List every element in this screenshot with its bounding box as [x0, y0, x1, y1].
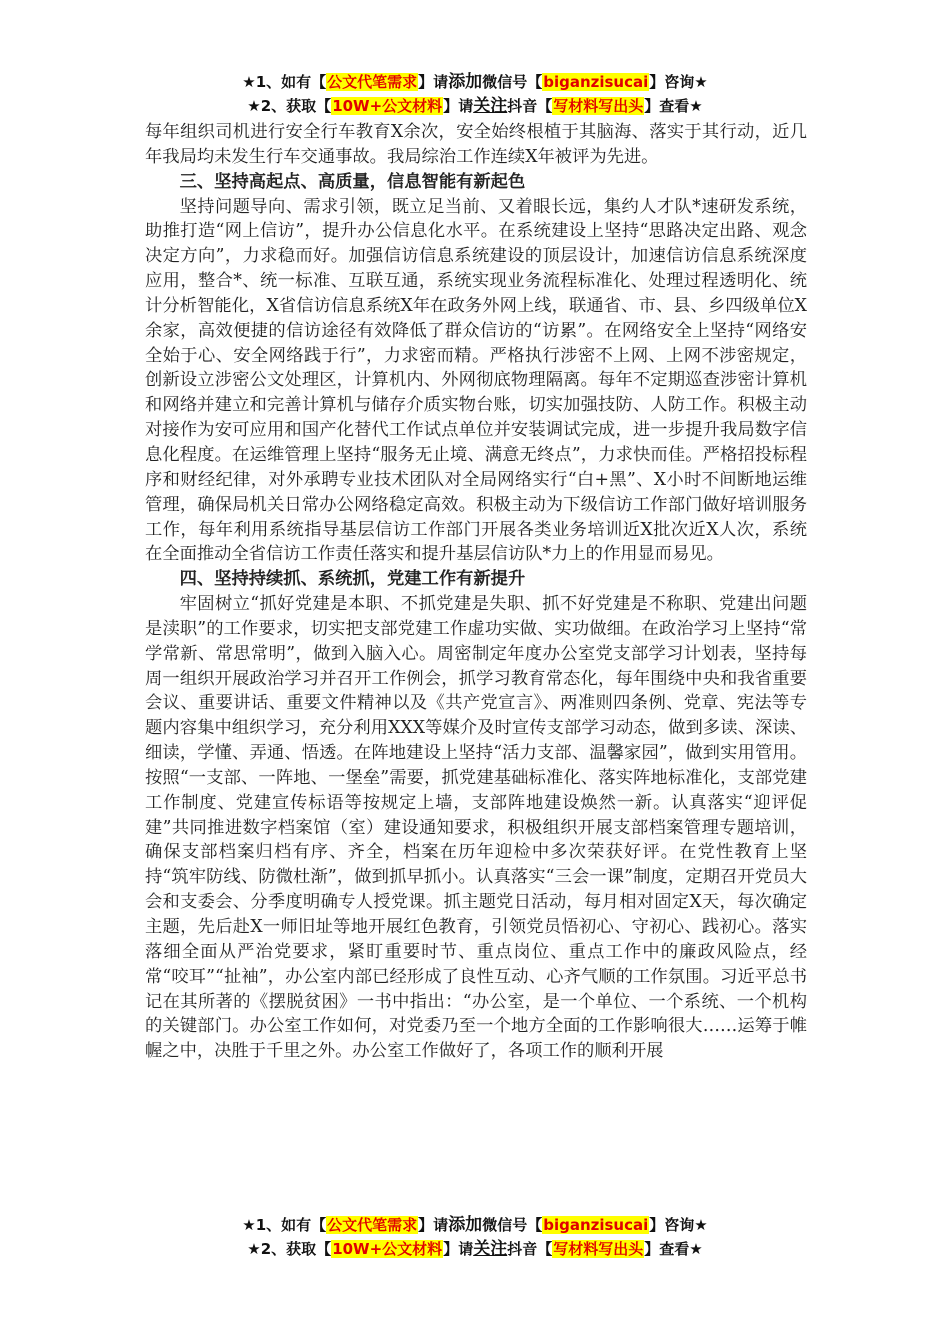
paragraph-section-4: 牢固树立“抓好党建是本职、不抓党建是失职、抓不好党建是不称职、党建出问题是渎职”的工作要求，切实把支部党建工作虚功实做、实功做细。在政治学习上坚持“常学常新、常思常明”，做到入脑入心。周密制定年度办公室党支部学习计划表，坚持每周一组织开展政治学习并召开工作例会，抓学习教育常态化，每年围绕中央和我省重要会议、重要讲话、重要文件精神以及《共产党宣言》、两准则四条例、党章、宪法等专题内容集中组织学习，充分利用XXX等媒介及时宣传支部学习动态，做到多读、深读、细读，学懂、弄通、悟透。在阵地建设上坚持“活力支部、温馨家园”，做到实用管用。按照“一支部、一阵地、一堡垒”需要，抓党建基础标准化、落实阵地标准化，支部党建工作制度、党建宣传标语等按规定上墙，支部阵地建设焕然一新。认真落实“迎评促建”共同推进数字档案馆（室）建设通知要求，积极组织开展支部档案管理专题培训，确保支部档案归档有序、齐全，档案在历年迎检中多次荣获好评。在党性教育上坚持“筑牢防线、防微杜渐”，做到抓早抓小。认真落实“三会一课”制度，定期召开党员大会和支委会、分季度明确专人授党课。抓主题党日活动，每月相对固定X天，每次确定主题，先后赴X一师旧址等地开展红色教育，引领党员悟初心、守初心、践初心。落实落细全面从严治党要求，紧盯重要时节、重点岗位、重点工作中的廉政风险点，经常“咬耳”“扯袖”，办公室内部已经形成了良性互动、心齐气顺的工作氛围。习近平总书记在其所著的《摆脱贫困》一书中指出：“办公室，是一个单位、一个系统、一个机构的关键部门。办公室工作如何，对党委乃至一个地方全面的工作影响很大……运筹于帷幄之中，决胜于千里之外。办公室工作做好了，各项工作的顺利开展 [145, 594, 807, 1062]
paragraph-intro: 每年组织司机进行安全行车教育X余次，安全始终根植于其脑海、落实于其行动，近几年我局均未发生行车交通事故。我局综治工作连续X年被评为先进。 [145, 122, 807, 167]
banner-line-2: ★2、获取【10W+公文材料】请关注抖音【写材料写出头】查看★ [247, 96, 703, 116]
paragraph-section-3: 坚持问题导向、需求引领，既立足当前、又着眼长远，集约人才队*速研发系统，助推打造“网上信访”，提升办公信息化水平。在系统建设上坚持“思路决定出路、观念决定方向”，力求稳而好。加强信访信息系统建设的顶层设计，加速信访信息系统深度应用，整合*、统一标准、互联互通，系统实现业务流程标准化、处理过程透明化、统计分析智能化，X省信访信息系统X年在政务外网上线，联通省、市、县、乡四级单位X余家，高效便捷的信访途径有效降低了群众信访的“访累”。在网络安全上坚持“网络安全始于心、安全网络践于行”，力求密而精。严格执行涉密不上网、上网不涉密规定，创新设立涉密公文处理区，计算机内、外网彻底物理隔离。每年不定期巡查涉密计算机和网络并建立和完善计算机与储存介质实物台账，切实加强技防、人防工作。积极主动对接作为安可应用和国产化替代工作试点单位并安装调试完成，进一步提升我局数字信息化程度。在运维管理上坚持“服务无止境、满意无终点”，力求快而佳。严格招投标程序和财经纪律，对外承聘专业技术团队对全局网络实行“白+黑”、X小时不间断地运维管理，确保局机关日常办公网络稳定高效。积极主动为下级信访工作部门做好培训服务工作，每年利用系统指导基层信访工作部门开展各类业务培训近X批次近X人次，系统在全面推动全省信访工作责任落实和提升基层信访队*力上的作用显而易见。 [145, 196, 807, 565]
highlight-materials: 10W+公文材料 [332, 1240, 443, 1258]
highlight-douyin-account: 写材料写出头 [553, 1240, 644, 1258]
highlight-douyin-account: 写材料写出头 [553, 97, 644, 115]
banner-line-2-bottom: ★2、获取【10W+公文材料】请关注抖音【写材料写出头】查看★ [247, 1239, 703, 1259]
highlight-writing-service: 公文代笔需求 [327, 1216, 418, 1234]
banner-line-1: ★1、如有【公文代笔需求】请添加微信号【biganzisucai】咨询★ [242, 72, 708, 92]
highlight-wechat-id: biganzisucai [543, 1216, 649, 1234]
section-heading-4: 四、坚持持续抓、系统抓，党建工作有新提升 [179, 569, 526, 590]
document-body [145, 120, 807, 1064]
header-banner-top [0, 70, 950, 118]
banner-line-1-bottom: ★1、如有【公文代笔需求】请添加微信号【biganzisucai】咨询★ [242, 1215, 708, 1235]
highlight-writing-service: 公文代笔需求 [327, 73, 418, 91]
highlight-wechat-id: biganzisucai [543, 73, 649, 91]
section-heading-3: 三、坚持高起点、高质量，信息智能有新起色 [179, 171, 526, 192]
highlight-materials: 10W+公文材料 [332, 97, 443, 115]
header-banner-bottom [0, 1213, 950, 1261]
